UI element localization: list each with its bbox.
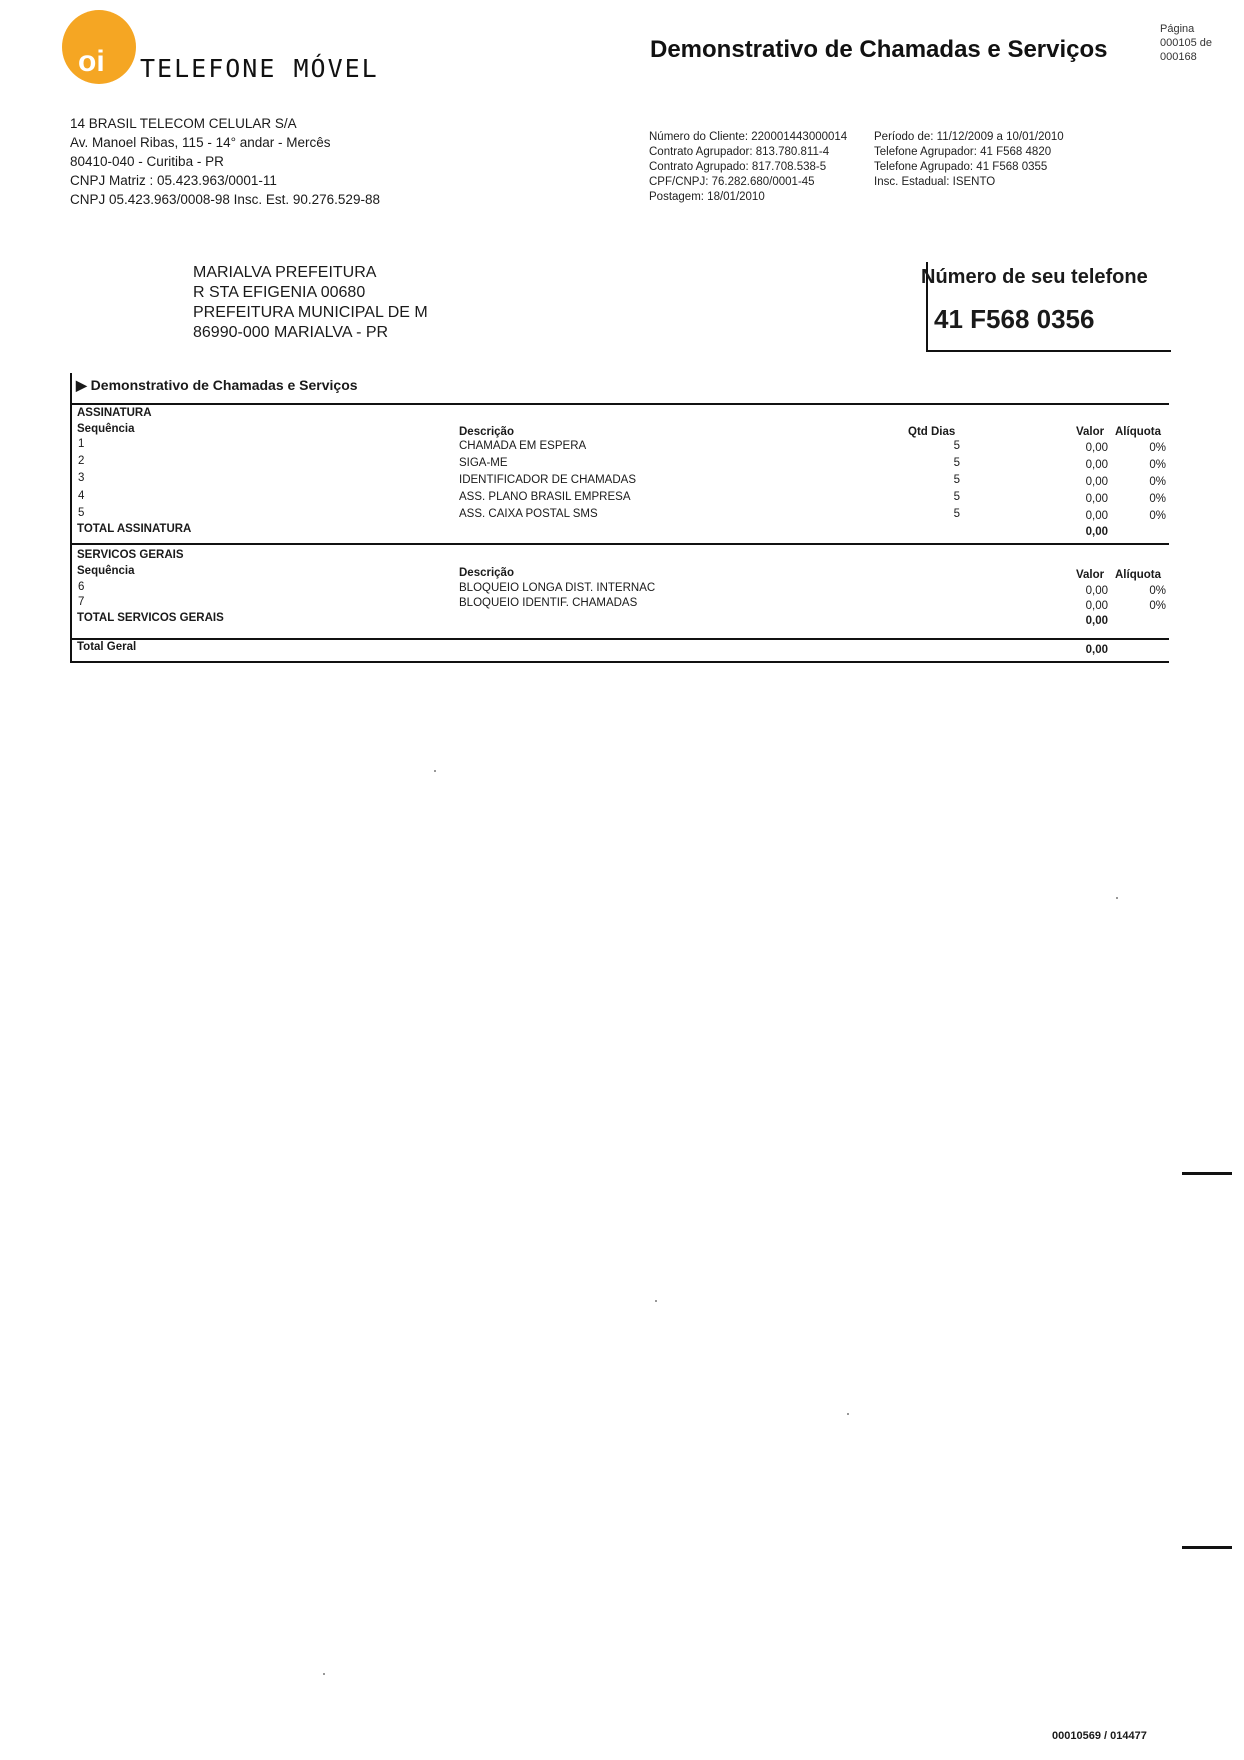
col-descricao: Descrição [459, 567, 514, 579]
row-seq: 5 [78, 507, 85, 519]
company-cnpj: CNPJ 05.423.963/0008-98 Insc. Est. 90.276.529-88 [70, 192, 380, 207]
company-cnpj-matriz: CNPJ Matriz : 05.423.963/0001-11 [70, 173, 277, 188]
row-desc: ASS. PLANO BRASIL EMPRESA [459, 491, 631, 503]
total-assinatura-label: TOTAL ASSINATURA [77, 523, 192, 535]
margin-mark [1182, 1546, 1232, 1549]
row-seq: 6 [78, 581, 85, 593]
phone-label: Número de seu telefone [921, 266, 1148, 288]
row-valor: 0,00 [1085, 510, 1108, 522]
total-servicos-value: 0,00 [1085, 615, 1108, 627]
oi-logo-text: oi [78, 45, 105, 78]
insc-estadual: Insc. Estadual: ISENTO [874, 176, 996, 188]
scan-speck [1116, 897, 1118, 899]
client-info-right [874, 130, 1064, 190]
row-qtd: 5 [953, 474, 960, 486]
row-valor: 0,00 [1085, 459, 1108, 471]
contrato-agrupado: Contrato Agrupado: 817.708.538-5 [649, 161, 827, 173]
company-block [70, 114, 380, 209]
scan-speck [847, 1413, 849, 1415]
row-qtd: 5 [953, 491, 960, 503]
recipient-line-3: PREFEITURA MUNICIPAL DE M [193, 304, 428, 321]
contrato-agrupador: Contrato Agrupador: 813.780.811-4 [649, 146, 830, 158]
page-current: 000105 de [1160, 37, 1212, 49]
row-aliquota: 0% [1149, 493, 1166, 505]
col-aliquota: Alíquota [1115, 426, 1161, 438]
divider [70, 543, 1169, 545]
row-aliquota: 0% [1149, 442, 1166, 454]
row-seq: 7 [78, 596, 85, 608]
row-qtd: 5 [953, 508, 960, 520]
row-aliquota: 0% [1149, 600, 1166, 612]
document-title: Demonstrativo de Chamadas e Serviços [650, 36, 1108, 63]
assinatura-title: ASSINATURA [77, 407, 152, 419]
postagem: Postagem: 18/01/2010 [649, 191, 765, 203]
telefone-agrupado: Telefone Agrupado: 41 F568 0355 [874, 161, 1048, 173]
col-valor: Valor [1076, 569, 1105, 581]
recipient-line-2: R STA EFIGENIA 00680 [193, 284, 366, 301]
statement-section [70, 373, 1171, 662]
row-desc: IDENTIFICADOR DE CHAMADAS [459, 474, 636, 486]
col-valor: Valor [1076, 426, 1105, 438]
row-seq: 3 [78, 472, 85, 484]
total-geral-value: 0,00 [1085, 644, 1108, 656]
row-valor: 0,00 [1085, 493, 1108, 505]
numero-cliente: Número do Cliente: 220001443000014 [649, 131, 848, 143]
triangle-right-icon: ▶ [76, 377, 87, 393]
row-aliquota: 0% [1149, 476, 1166, 488]
scan-speck [434, 770, 436, 772]
row-desc: CHAMADA EM ESPERA [459, 440, 587, 452]
brand-name: TELEFONE MÓVEL [140, 54, 379, 83]
phone-number: 41 F568 0356 [934, 304, 1095, 334]
divider [70, 638, 1169, 640]
row-qtd: 5 [953, 440, 960, 452]
col-descricao: Descrição [459, 426, 514, 438]
row-seq: 1 [78, 438, 85, 450]
recipient-line-4: 86990-000 MARIALVA - PR [193, 324, 389, 341]
scan-speck [323, 1673, 325, 1675]
page-label: Página [1160, 23, 1195, 35]
col-aliquota: Alíquota [1115, 569, 1161, 581]
periodo: Período de: 11/12/2009 a 10/01/2010 [874, 131, 1064, 143]
divider [70, 661, 1169, 663]
total-servicos-label: TOTAL SERVICOS GERAIS [77, 612, 224, 624]
row-aliquota: 0% [1149, 510, 1166, 522]
total-geral-label: Total Geral [77, 641, 137, 653]
cpf-cnpj: CPF/CNPJ: 76.282.680/0001-45 [649, 176, 815, 188]
row-valor: 0,00 [1085, 476, 1108, 488]
row-desc: SIGA-ME [459, 457, 508, 469]
divider [70, 403, 1169, 405]
scan-speck [655, 1300, 657, 1302]
row-seq: 4 [78, 490, 85, 502]
statement-heading [76, 377, 358, 394]
company-name: 14 BRASIL TELECOM CELULAR S/A [70, 116, 297, 131]
row-valor: 0,00 [1085, 585, 1108, 597]
col-sequencia: Sequência [77, 423, 135, 435]
col-sequencia: Sequência [77, 565, 135, 577]
footer-code: 00010569 / 014477 [1052, 1730, 1147, 1742]
margin-mark [1182, 1172, 1232, 1175]
row-aliquota: 0% [1149, 459, 1166, 471]
telefone-agrupador: Telefone Agrupador: 41 F568 4820 [874, 146, 1052, 158]
servicos-title: SERVICOS GERAIS [77, 549, 184, 561]
total-assinatura-value: 0,00 [1085, 526, 1108, 538]
row-qtd: 5 [953, 457, 960, 469]
company-address: Av. Manoel Ribas, 115 - 14° andar - Mercês [70, 135, 331, 150]
col-qtd-dias: Qtd Dias [908, 426, 956, 438]
row-desc: BLOQUEIO LONGA DIST. INTERNAC [459, 582, 656, 594]
page-total: 000168 [1160, 51, 1197, 63]
recipient-address [193, 263, 428, 343]
row-desc: ASS. CAIXA POSTAL SMS [459, 508, 598, 520]
row-seq: 2 [78, 455, 85, 467]
recipient-line-1: MARIALVA PREFEITURA [193, 264, 377, 281]
row-valor: 0,00 [1085, 600, 1108, 612]
company-city: 80410-040 - Curitiba - PR [70, 154, 224, 169]
statement-heading-text: Demonstrativo de Chamadas e Serviços [90, 377, 358, 393]
client-info-left [649, 130, 847, 205]
row-desc: BLOQUEIO IDENTIF. CHAMADAS [459, 597, 638, 609]
page-info [1160, 22, 1240, 64]
row-valor: 0,00 [1085, 442, 1108, 454]
row-aliquota: 0% [1149, 585, 1166, 597]
